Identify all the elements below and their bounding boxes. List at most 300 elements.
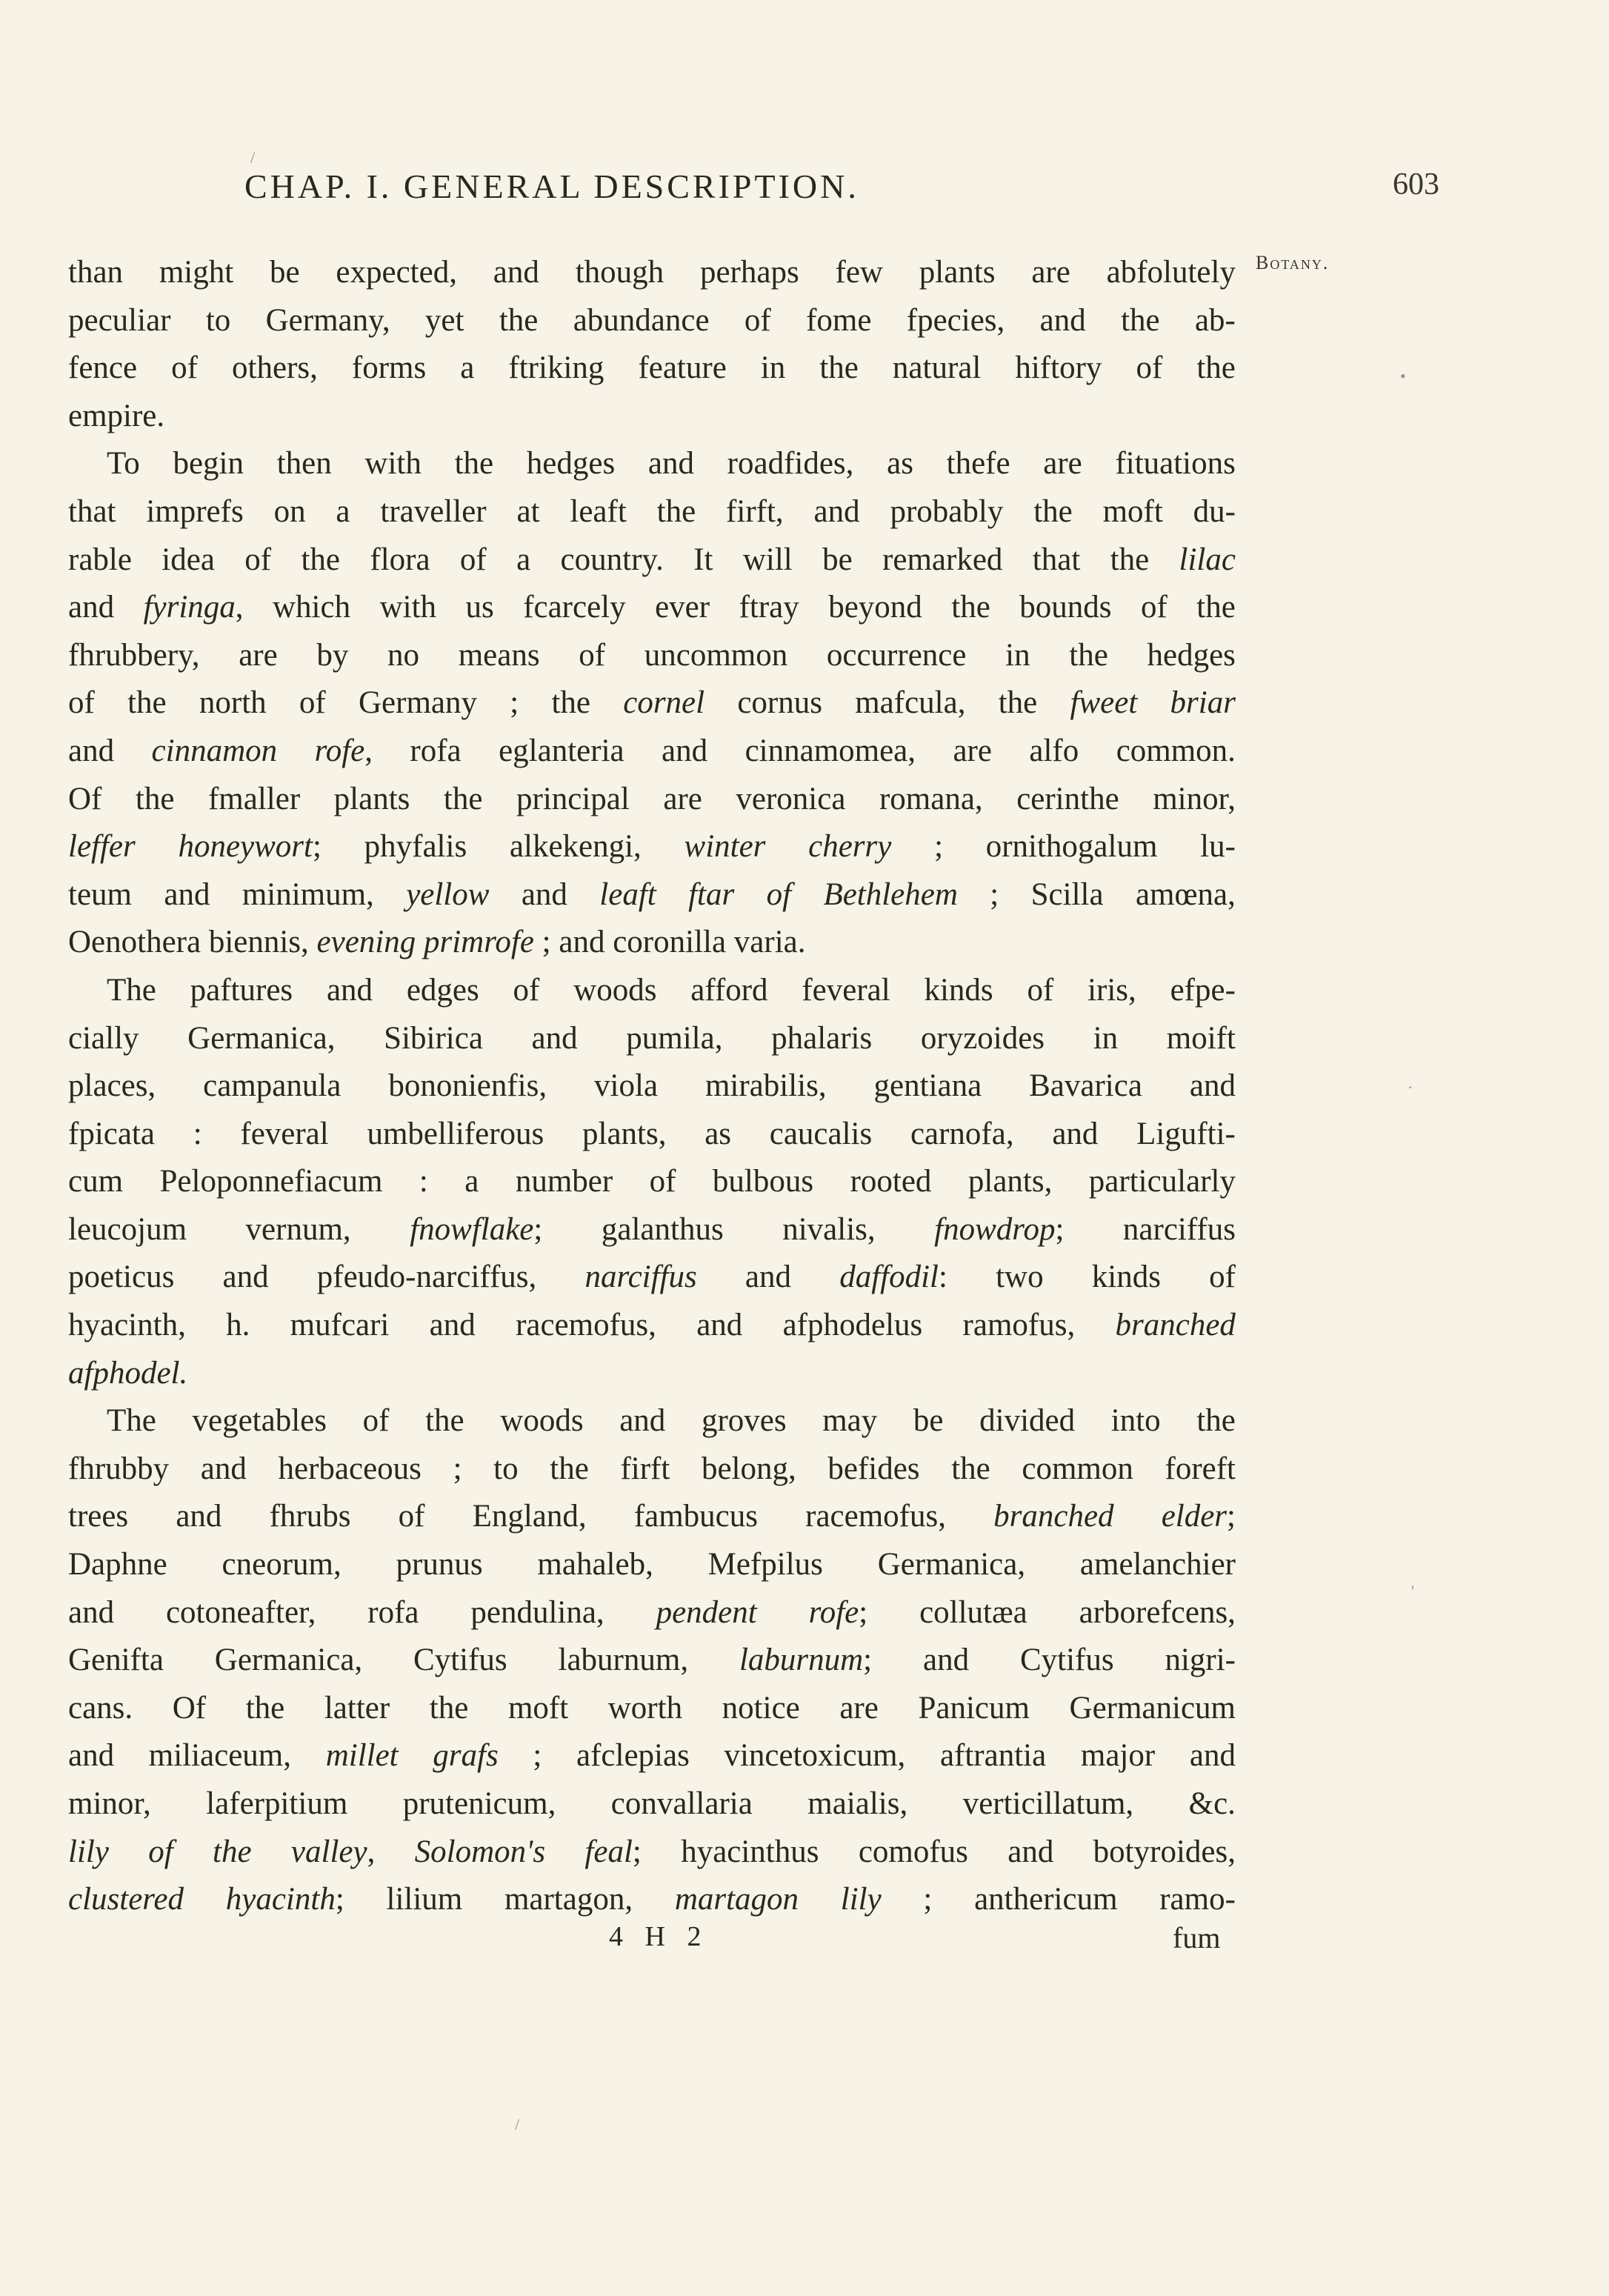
word: nivalis, [782, 1211, 876, 1247]
word: leaft [570, 493, 627, 529]
word: particularly [1088, 1164, 1236, 1199]
word: expected, [336, 255, 457, 290]
word: to [205, 302, 231, 338]
word: the [425, 1403, 464, 1439]
word: of [68, 685, 95, 721]
word: romana, [879, 781, 983, 816]
word: roadfides, [727, 446, 854, 482]
word: no [387, 637, 420, 673]
word: and [68, 1738, 115, 1774]
word: phalaris [771, 1020, 873, 1056]
word: nigri- [1165, 1643, 1236, 1678]
word: lily [840, 1882, 882, 1917]
word: hedges [1147, 637, 1236, 673]
word: the [443, 781, 483, 816]
word: narciffus [584, 1260, 697, 1295]
word: maialis, [807, 1786, 908, 1821]
word: bulbous [712, 1164, 814, 1199]
word: narciffus [1122, 1211, 1236, 1247]
word: the [301, 542, 341, 577]
word: verticillatum, [962, 1786, 1134, 1821]
word: the [1196, 1403, 1236, 1439]
text-line [68, 728, 1236, 776]
word: fhrubbery, [68, 637, 200, 673]
word: laburnum, [558, 1643, 689, 1678]
word: of [459, 542, 487, 577]
word: grafs [433, 1738, 499, 1774]
word: divided [979, 1403, 1076, 1439]
word: galanthus [601, 1211, 724, 1247]
word: plants [919, 255, 996, 290]
word: the [550, 1451, 589, 1486]
word: caucalis [769, 1116, 873, 1151]
word: fyringa, [143, 590, 244, 625]
word: uncommon [644, 637, 788, 673]
word: two [996, 1260, 1044, 1295]
text-line [68, 1254, 1236, 1302]
word: latter [324, 1690, 390, 1726]
word: To [107, 446, 140, 482]
word: Bethlehem [823, 876, 958, 912]
text-line [68, 1206, 1236, 1254]
word: Germanica, [187, 1020, 336, 1056]
word: into [1110, 1403, 1161, 1439]
word: and [493, 255, 539, 290]
word: fmaller [207, 781, 301, 816]
word: amœna, [1135, 876, 1236, 912]
word: Germany, [265, 302, 390, 338]
word: feveral [240, 1116, 329, 1151]
word: of [1209, 1260, 1236, 1295]
word: lilac [1179, 542, 1236, 577]
word: the [499, 302, 539, 338]
word: amelanchier [1079, 1547, 1236, 1583]
word: fhrubs [269, 1499, 351, 1534]
word: The [107, 972, 156, 1008]
word: the [1196, 350, 1236, 386]
margin-note: Botany. [1256, 252, 1330, 273]
word: and [744, 1260, 792, 1295]
word: yellow [406, 876, 490, 912]
word: common [1022, 1451, 1133, 1486]
word: mirabilis, [704, 1068, 827, 1104]
word: clustered [68, 1882, 184, 1917]
word: vernum, [245, 1211, 351, 1247]
word: pendulina, [470, 1594, 604, 1630]
word: fambucus [633, 1499, 758, 1534]
word: prunus [396, 1547, 483, 1583]
word: lilium [386, 1882, 463, 1917]
text-line [68, 1876, 1236, 1924]
word: firft, [726, 493, 784, 529]
word: moft [507, 1690, 569, 1726]
word: ftriking [508, 350, 604, 386]
word: are [953, 733, 992, 768]
word: and [326, 972, 373, 1008]
word: : [193, 1116, 202, 1151]
word: foreft [1165, 1451, 1236, 1486]
word: honeywort; [178, 829, 322, 865]
word: cans. [68, 1690, 133, 1726]
word: millet [325, 1738, 399, 1774]
word: and [696, 1308, 743, 1343]
word: a [464, 1164, 479, 1199]
text-line [68, 584, 1236, 632]
text-line [68, 1732, 1236, 1780]
word: places, [68, 1068, 156, 1104]
word: cinnamomea, [744, 733, 916, 768]
running-title: CHAP. I. GENERAL DESCRIPTION. [244, 167, 859, 205]
text-line [68, 345, 1236, 393]
word: north [199, 685, 267, 721]
word: vincetoxicum, [724, 1738, 906, 1774]
print-speck: • [1400, 367, 1406, 385]
word: of [244, 542, 272, 577]
word: botyroides, [1093, 1834, 1236, 1869]
word: and [222, 1260, 269, 1295]
word: the [819, 350, 859, 386]
word: of [766, 876, 792, 912]
word: pendent [656, 1594, 757, 1630]
word: Cytifus [1019, 1643, 1114, 1678]
text-line [68, 1302, 1236, 1350]
word: of [1136, 350, 1163, 386]
word: anthericum [974, 1882, 1118, 1917]
word: afford [690, 972, 768, 1008]
word: idea [161, 542, 215, 577]
word: cerinthe [1016, 781, 1119, 816]
word: It [693, 542, 713, 577]
word: of [148, 1834, 173, 1869]
word: Genifta [68, 1643, 164, 1678]
word: in [1093, 1020, 1119, 1056]
text-line [68, 1493, 1236, 1541]
word: leaft [599, 876, 656, 912]
word: laburnum; [739, 1643, 873, 1678]
word: occurrence [826, 637, 967, 673]
word: of [362, 1403, 390, 1439]
word: may [822, 1403, 878, 1439]
word: firft [620, 1451, 670, 1486]
word: of [171, 350, 198, 386]
word: coronilla [613, 925, 727, 960]
word: kinds [924, 972, 993, 1008]
word: begin [173, 446, 244, 482]
word: hyacinthus [681, 1834, 819, 1869]
word: lily [68, 1834, 109, 1869]
word: leffer [68, 829, 136, 865]
word: paftures [190, 972, 293, 1008]
word: will [742, 542, 793, 577]
word: and [521, 876, 567, 912]
word: feveral [802, 972, 890, 1008]
print-speck: ' [1411, 1582, 1414, 1600]
word: yet [424, 302, 464, 338]
word: the [951, 1451, 990, 1486]
word: lu- [1200, 829, 1236, 865]
word: ftray [739, 590, 799, 625]
word: winter [684, 829, 766, 865]
word: moift [1166, 1020, 1236, 1056]
word: hyacinth; [225, 1882, 344, 1917]
word: fnowflake; [410, 1211, 543, 1247]
word: feal; [584, 1834, 642, 1869]
word: with [364, 446, 422, 482]
word: traveller [380, 493, 487, 529]
word: be [270, 255, 300, 290]
print-speck: / [515, 2115, 520, 2134]
word: Cytifus [413, 1643, 507, 1678]
word: ab- [1194, 302, 1236, 338]
word: and [619, 1403, 666, 1439]
word: fcarcely [523, 590, 626, 625]
word: though [575, 255, 664, 290]
text-line [68, 967, 1236, 1015]
word: of [744, 302, 771, 338]
word: branched [1115, 1308, 1236, 1343]
word: Germanica, [214, 1643, 363, 1678]
word: and [922, 1643, 970, 1678]
page-number: 603 [1393, 167, 1439, 202]
word: of [1140, 590, 1167, 625]
word: cherry [808, 829, 892, 865]
text-line [68, 297, 1236, 345]
word: alfo [1029, 733, 1079, 768]
word: cially [68, 1020, 139, 1056]
word: hedges [526, 446, 616, 482]
word: ramofus, [962, 1308, 1076, 1343]
word: the [454, 446, 494, 482]
word: imprefs [146, 493, 244, 529]
word: cornus [737, 685, 822, 721]
word: on [273, 493, 306, 529]
word: others, [232, 350, 318, 386]
word: fhrubby [68, 1451, 170, 1486]
word: that [68, 493, 116, 529]
word: the [245, 1690, 285, 1726]
word: and [1189, 1738, 1236, 1774]
text-line [68, 1829, 1236, 1877]
word: ; [542, 925, 551, 960]
word: are [839, 1690, 879, 1726]
word: the [998, 685, 1038, 721]
word: perhaps [699, 255, 799, 290]
word: Ligufti- [1136, 1116, 1236, 1151]
word: pumila, [626, 1020, 723, 1056]
word: h. [226, 1308, 250, 1343]
word: fence [68, 350, 138, 386]
word: the [1033, 493, 1073, 529]
word: fpicata [68, 1116, 155, 1151]
word: forms [351, 350, 427, 386]
word: and [200, 1451, 247, 1486]
word: martagon [674, 1882, 799, 1917]
word: minimum, [241, 876, 374, 912]
word: might [159, 255, 234, 290]
word: rable [68, 542, 132, 577]
word: ; [510, 685, 519, 721]
word: empire. [68, 398, 165, 433]
text-line [68, 1397, 1236, 1445]
word: the [656, 493, 696, 529]
word: ; [453, 1451, 462, 1486]
text-line [68, 871, 1236, 919]
word: abundance [573, 302, 710, 338]
word: Peloponnefiacum [159, 1164, 383, 1199]
word: plants, [967, 1164, 1053, 1199]
word: vegetables [192, 1403, 327, 1439]
print-speck: · [1408, 1078, 1413, 1097]
word: cotoneafter, [165, 1594, 316, 1630]
word: and [164, 876, 210, 912]
word: to [493, 1451, 519, 1486]
word: of [513, 972, 540, 1008]
word: of [649, 1164, 676, 1199]
word: gentiana [873, 1068, 982, 1104]
word: and [1007, 1834, 1054, 1869]
word: valley, [290, 1834, 376, 1869]
text-line [68, 393, 1236, 441]
text-line [68, 1541, 1236, 1589]
word: and [68, 733, 115, 768]
text-line [68, 440, 1236, 488]
text-line [68, 1589, 1236, 1637]
text-line [68, 632, 1236, 680]
word: Germanicum [1069, 1690, 1236, 1726]
word: hiftory [1015, 350, 1102, 386]
word: oryzoides [920, 1020, 1045, 1056]
word: rofe; [808, 1594, 868, 1630]
word: woods [500, 1403, 584, 1439]
word: abfolutely [1106, 255, 1236, 290]
word: flora [370, 542, 430, 577]
word: hyacinth, [68, 1308, 186, 1343]
text-line [68, 1158, 1236, 1206]
word: varia. [733, 925, 806, 960]
word: and [531, 1020, 578, 1056]
word: pfeudo-narciffus, [316, 1260, 537, 1295]
word: alkekengi, [509, 829, 642, 865]
word: comofus [858, 1834, 968, 1869]
word: are [663, 781, 702, 816]
word: veronica [736, 781, 846, 816]
word: rofe, [314, 733, 373, 768]
word: ; [923, 1882, 933, 1917]
word: Germanica, [877, 1547, 1026, 1583]
body-text [68, 249, 1236, 1924]
word: Of [172, 1690, 207, 1726]
word: the [1196, 590, 1236, 625]
word: in [1005, 637, 1030, 673]
word: befides [827, 1451, 920, 1486]
word: are [1031, 255, 1070, 290]
word: poeticus [68, 1260, 175, 1295]
word: efpe- [1170, 972, 1236, 1008]
word: as [704, 1116, 732, 1151]
word: us [465, 590, 494, 625]
word: feature [638, 350, 727, 386]
word: the [135, 781, 175, 816]
word: thefe [946, 446, 1010, 482]
word: of [579, 637, 606, 673]
print-speck: / [250, 148, 256, 167]
word: Scilla [1030, 876, 1104, 912]
word: be [822, 542, 853, 577]
word: the [429, 1690, 469, 1726]
word: and [559, 925, 605, 960]
word: woods [573, 972, 657, 1008]
word: mahaleb, [537, 1547, 653, 1583]
word: beyond [828, 590, 922, 625]
word: cornel [623, 685, 705, 721]
word: the [551, 685, 590, 721]
word: viola [594, 1068, 659, 1104]
word: bounds [1019, 590, 1112, 625]
word: then [276, 446, 332, 482]
text-line [68, 1015, 1236, 1063]
word: cinnamon [151, 733, 278, 768]
word: ; [533, 1738, 542, 1774]
word: ; [934, 829, 944, 865]
word: the [213, 1834, 252, 1869]
text-line [68, 776, 1236, 824]
word: ftar [688, 876, 735, 912]
word: afclepias [576, 1738, 690, 1774]
word: laferpitium [206, 1786, 348, 1821]
word: of [1027, 972, 1054, 1008]
word: and [662, 733, 708, 768]
text-line [68, 1062, 1236, 1111]
word: fituations [1115, 446, 1236, 482]
word: eglanteria [499, 733, 624, 768]
word: fnowdrop; [934, 1211, 1065, 1247]
word: carnofa, [910, 1116, 1014, 1151]
word: Oenothera [68, 925, 201, 960]
word: the [1110, 542, 1150, 577]
word: afphodel. [68, 1355, 188, 1391]
word: racemofus, [805, 1499, 946, 1534]
word: common. [1116, 733, 1236, 768]
word: are [1043, 446, 1082, 482]
word: aftrantia [939, 1738, 1047, 1774]
word: plants [333, 781, 410, 816]
word: arborefcens, [1079, 1594, 1236, 1630]
word: elder; [1161, 1499, 1236, 1534]
word: and [68, 590, 115, 625]
word: Mefpilus [707, 1547, 823, 1583]
word: and [1052, 1116, 1099, 1151]
word: iris, [1087, 972, 1136, 1008]
word: by [316, 637, 349, 673]
word: and [429, 1308, 476, 1343]
word: bononienfis, [388, 1068, 547, 1104]
text-line [68, 1350, 1236, 1398]
word: in [760, 350, 786, 386]
word: a [336, 493, 350, 529]
word: natural [892, 350, 982, 386]
word: peculiar [68, 302, 171, 338]
word: ; [990, 876, 999, 912]
text-line [68, 1637, 1236, 1685]
word: Of [68, 781, 102, 816]
word: principal [516, 781, 630, 816]
word: minor, [68, 1786, 151, 1821]
word: that [1032, 542, 1081, 577]
word: phyfalis [364, 829, 467, 865]
word: miliaceum, [148, 1738, 292, 1774]
word: du- [1193, 493, 1236, 529]
word: means [458, 637, 540, 673]
